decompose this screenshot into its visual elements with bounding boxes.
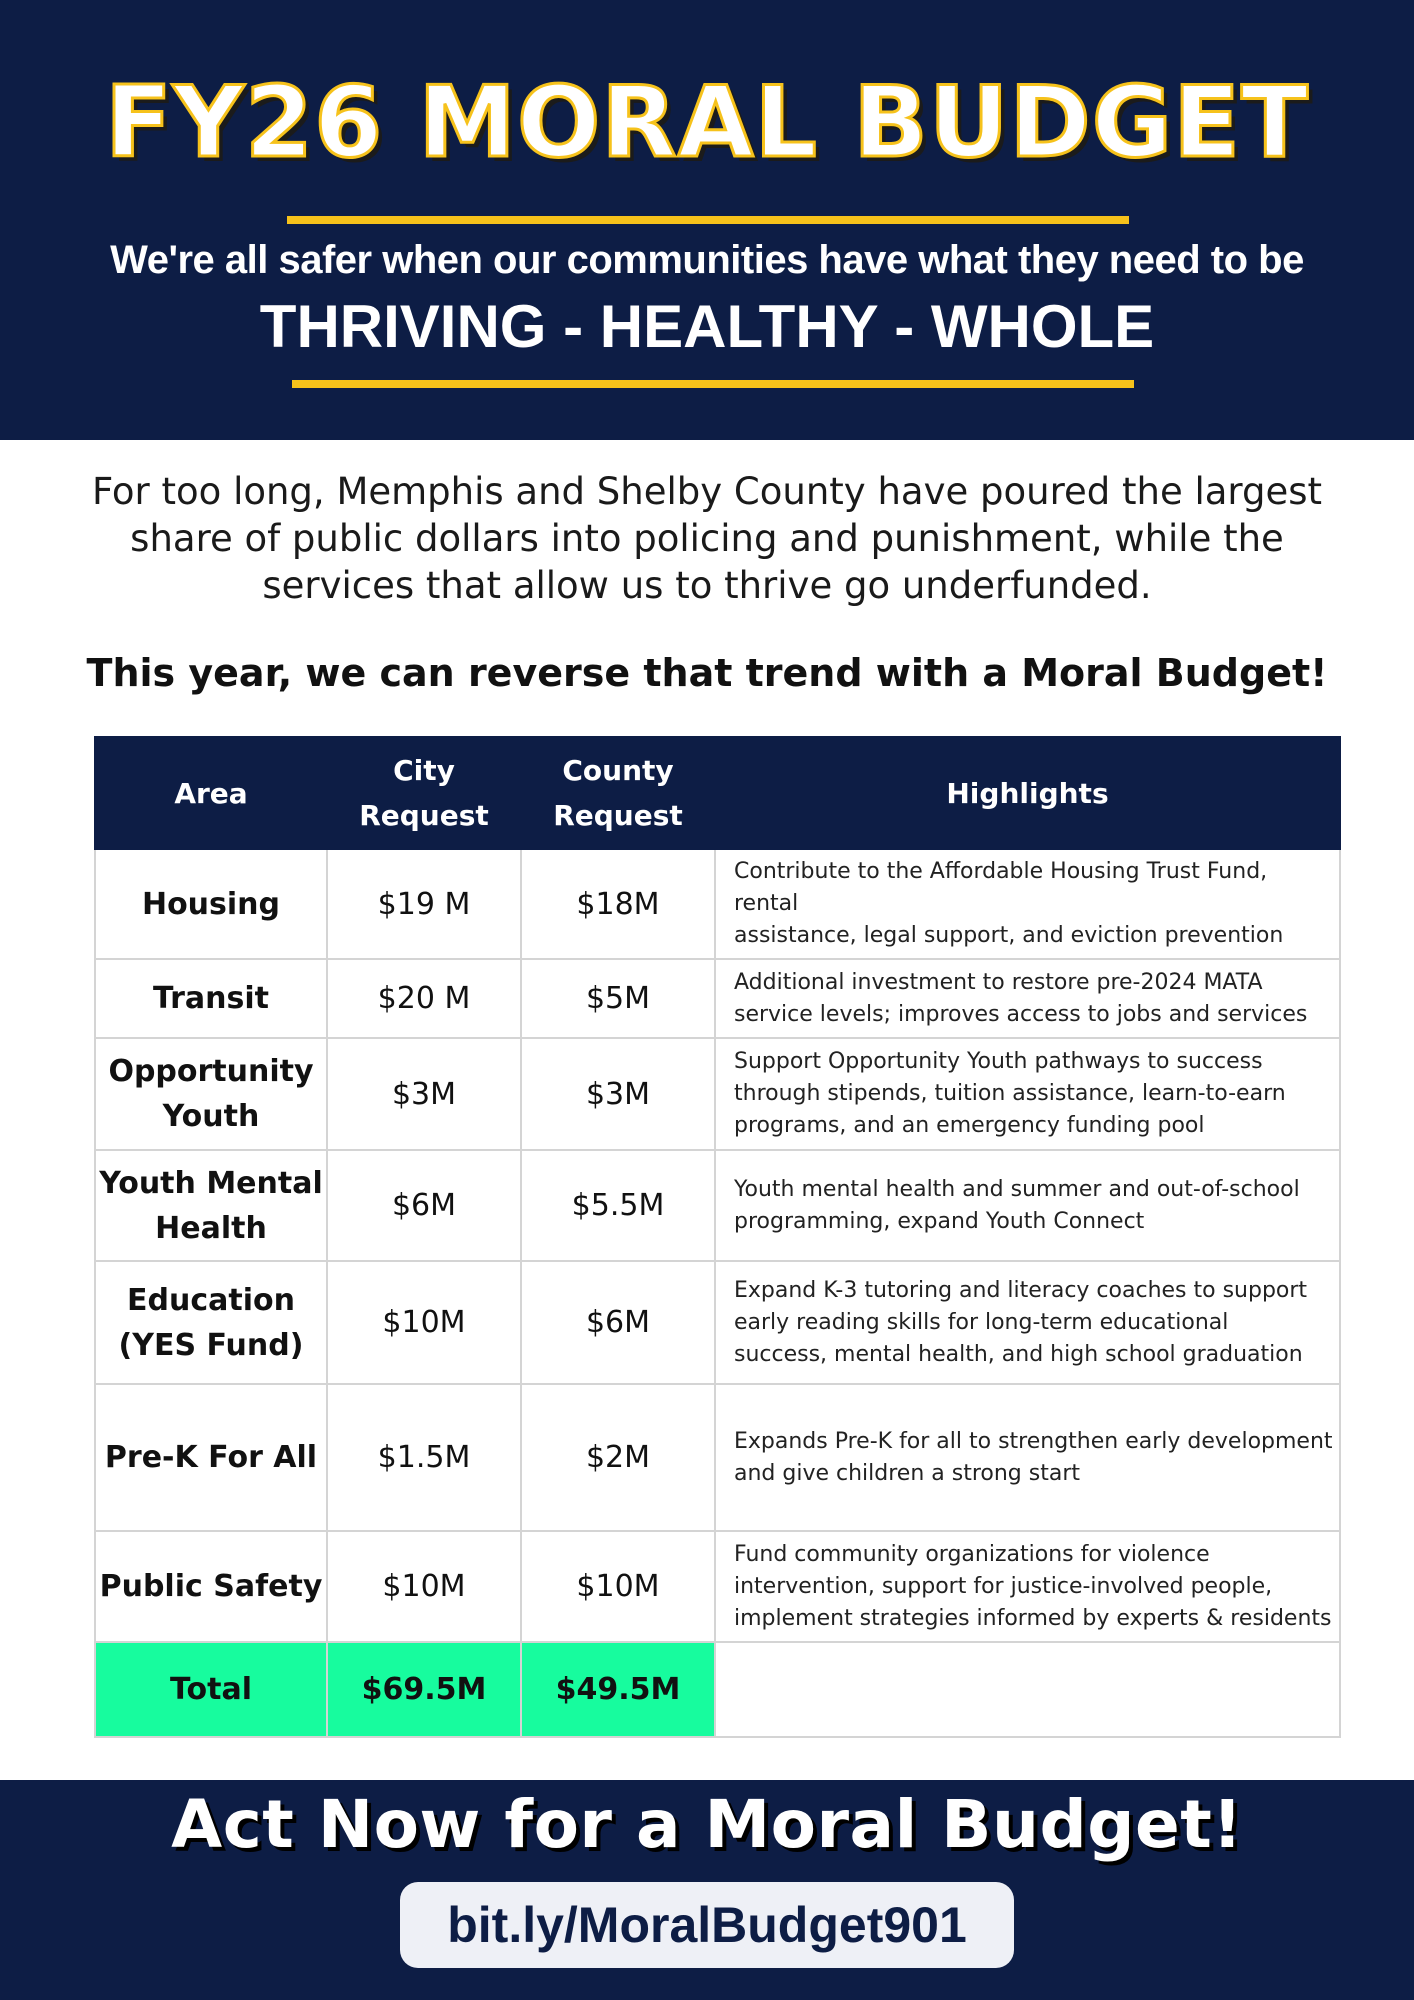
gold-divider-bottom <box>292 380 1134 388</box>
highlight-line: assistance, legal support, and eviction prevention <box>734 923 1284 948</box>
row-city-amount: $20 M <box>327 959 521 1038</box>
header-city-request <box>327 737 521 849</box>
table-row <box>95 1261 1340 1384</box>
row-county-amount: $2M <box>521 1384 715 1531</box>
highlight-line: and give children a strong start <box>734 1460 1080 1486</box>
table-row <box>95 959 1340 1038</box>
highlight-line: Additional investment to restore pre-2024 MATA <box>734 969 1263 995</box>
gold-divider-top <box>287 216 1129 224</box>
table-row <box>95 1038 1340 1150</box>
row-city-amount: $6M <box>327 1150 521 1261</box>
row-county-amount: $18M <box>521 849 715 959</box>
header-city-line: City <box>393 754 455 787</box>
highlight-line: intervention, support for justice-involved people, <box>734 1573 1273 1599</box>
intro-line: share of public dollars into policing and punishment, while the <box>130 517 1284 560</box>
area-line: Health <box>155 1210 267 1246</box>
page-title: FY26 MORAL BUDGET <box>105 66 1309 180</box>
highlight-line: Youth mental health and summer and out-of-school <box>734 1176 1300 1202</box>
row-highlights <box>715 1384 1340 1531</box>
header-highlights <box>715 737 1340 849</box>
header-county-line: County <box>562 754 674 787</box>
intro-line: services that allow us to thrive go underfunded. <box>262 564 1152 607</box>
header-area-label: Area <box>174 776 248 810</box>
area-line: Opportunity <box>108 1054 314 1089</box>
row-city-amount: $3M <box>327 1038 521 1150</box>
row-area <box>95 1384 327 1531</box>
intro-paragraph <box>40 468 1374 609</box>
area-line: Housing <box>141 886 281 922</box>
row-county-amount: $5.5M <box>521 1150 715 1261</box>
intro-line: For too long, Memphis and Shelby County have poured the largest <box>91 470 1323 513</box>
highlight-line: service levels; improves access to jobs and services <box>734 1001 1308 1027</box>
table-header-row <box>95 737 1340 849</box>
total-city-amount: $69.5M <box>327 1642 521 1737</box>
header-county-request <box>521 737 715 849</box>
area-line: Public Safety <box>99 1569 323 1604</box>
table-row <box>95 1531 1340 1642</box>
row-highlights <box>715 849 1340 959</box>
row-area <box>95 1531 327 1642</box>
highlight-line: Expands Pre-K for all to strengthen early development <box>734 1428 1333 1454</box>
area-line: Transit <box>152 981 270 1016</box>
row-city-amount: $19 M <box>327 849 521 959</box>
row-county-amount: $3M <box>521 1038 715 1150</box>
total-highlights-empty <box>715 1642 1340 1737</box>
row-highlights <box>715 1038 1340 1150</box>
area-line: Youth Mental <box>99 1165 323 1201</box>
row-county-amount: $10M <box>521 1531 715 1642</box>
header-city-line: Request <box>359 799 489 832</box>
row-city-amount: $1.5M <box>327 1384 521 1531</box>
highlight-line: Fund community organizations for violence <box>734 1541 1210 1567</box>
budget-table <box>94 736 1341 1738</box>
table-row <box>95 1384 1340 1531</box>
area-line: Youth <box>162 1099 260 1134</box>
row-area <box>95 849 327 959</box>
total-row <box>95 1642 1340 1737</box>
highlight-line: programs, and an emergency funding pool <box>734 1113 1205 1138</box>
area-line: Education <box>127 1282 295 1318</box>
row-city-amount: $10M <box>327 1261 521 1384</box>
row-area <box>95 1261 327 1384</box>
table-row <box>95 849 1340 959</box>
area-line: Pre-K For All <box>104 1440 318 1475</box>
highlight-line: implement strategies informed by experts & residents <box>734 1605 1332 1631</box>
row-county-amount: $6M <box>521 1261 715 1384</box>
highlight-line: Support Opportunity Youth pathways to success <box>734 1049 1263 1074</box>
highlight-line: through stipends, tuition assistance, learn-to-earn <box>734 1081 1286 1106</box>
highlight-line: Expand K-3 tutoring and literacy coaches to support <box>734 1277 1308 1303</box>
callout-heading: This year, we can reverse that trend with a Moral Budget! <box>86 651 1328 695</box>
table-row <box>95 1150 1340 1261</box>
area-line: (YES Fund) <box>118 1327 304 1363</box>
header-area <box>95 737 327 849</box>
call-to-action: Act Now for a Moral Budget! <box>171 1786 1243 1863</box>
header-subtitle: We're all safer when our communities have what they need to be <box>110 238 1304 282</box>
header-highlights-label: Highlights <box>946 776 1109 810</box>
highlight-line: programming, expand Youth Connect <box>734 1208 1145 1234</box>
row-area <box>95 1150 327 1261</box>
row-highlights <box>715 1150 1340 1261</box>
row-area <box>95 1038 327 1150</box>
highlight-line: Contribute to the Affordable Housing Trust Fund, rental <box>734 859 1268 916</box>
total-label: Total <box>95 1642 327 1737</box>
total-county-amount: $49.5M <box>521 1642 715 1737</box>
header-tagline: THRIVING - HEALTHY - WHOLE <box>259 293 1155 360</box>
highlight-line: success, mental health, and high school graduation <box>734 1341 1303 1367</box>
header-county-line: Request <box>553 799 683 832</box>
row-city-amount: $10M <box>327 1531 521 1642</box>
row-highlights <box>715 959 1340 1038</box>
row-county-amount: $5M <box>521 959 715 1038</box>
row-area <box>95 959 327 1038</box>
campaign-link[interactable]: bit.ly/MoralBudget901 <box>400 1882 1014 1968</box>
row-highlights <box>715 1261 1340 1384</box>
row-highlights <box>715 1531 1340 1642</box>
highlight-line: early reading skills for long-term educational <box>734 1309 1229 1335</box>
